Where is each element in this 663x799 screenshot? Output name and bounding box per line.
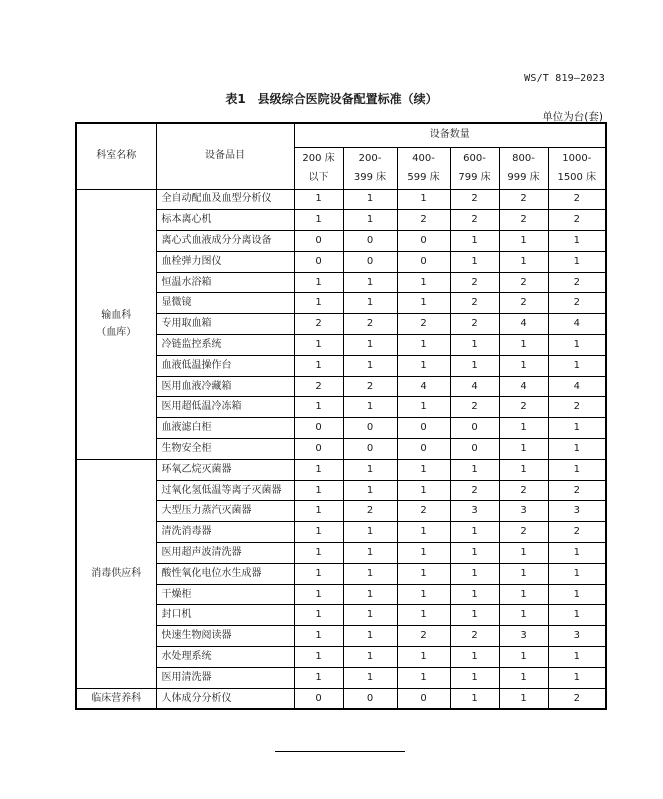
- dept-cell: [76, 189, 156, 459]
- table-row: [76, 501, 606, 522]
- table-row: [76, 314, 606, 335]
- equipment-name-cell: 显微镜: [156, 293, 294, 314]
- quantity-cell: 1: [450, 459, 499, 480]
- quantity-cell: 1: [499, 418, 548, 439]
- quantity-cell: 1: [450, 355, 499, 376]
- quantity-cell: 1: [397, 667, 450, 688]
- quantity-cell: 1: [499, 231, 548, 252]
- quantity-cell: 1: [450, 522, 499, 543]
- quantity-cell: 1: [499, 563, 548, 584]
- equipment-name-cell: 冷链监控系统: [156, 335, 294, 356]
- quantity-cell: 0: [397, 251, 450, 272]
- quantity-cell: 0: [397, 231, 450, 252]
- quantity-cell: 2: [450, 314, 499, 335]
- quantity-cell: 1: [294, 501, 343, 522]
- quantity-cell: 1: [548, 543, 606, 564]
- quantity-cell: 1: [397, 272, 450, 293]
- quantity-cell: 1: [294, 210, 343, 231]
- quantity-cell: 1: [294, 605, 343, 626]
- quantity-cell: 0: [294, 231, 343, 252]
- quantity-cell: 1: [294, 397, 343, 418]
- quantity-cell: 2: [548, 293, 606, 314]
- quantity-cell: 1: [294, 543, 343, 564]
- table-row: [76, 667, 606, 688]
- equipment-name-cell: 过氧化氢低温等离子灭菌器: [156, 480, 294, 501]
- equipment-name-cell: 医用清洗器: [156, 667, 294, 688]
- quantity-cell: 1: [397, 563, 450, 584]
- quantity-cell: 1: [343, 272, 397, 293]
- quantity-cell: 1: [499, 439, 548, 460]
- dept-cell: [76, 688, 156, 709]
- quantity-cell: 3: [450, 501, 499, 522]
- table-row: [76, 418, 606, 439]
- quantity-cell: 1: [548, 667, 606, 688]
- quantity-cell: 0: [343, 418, 397, 439]
- table-row: [76, 376, 606, 397]
- quantity-cell: 1: [450, 667, 499, 688]
- quantity-cell: 1: [343, 480, 397, 501]
- quantity-cell: 2: [450, 480, 499, 501]
- unit-note: 单位为台(套): [542, 111, 603, 123]
- quantity-cell: 4: [548, 314, 606, 335]
- quantity-cell: 1: [548, 439, 606, 460]
- quantity-cell: 4: [548, 376, 606, 397]
- equipment-name-cell: 封口机: [156, 605, 294, 626]
- quantity-cell: 1: [294, 584, 343, 605]
- quantity-cell: 1: [548, 647, 606, 668]
- header-bed-range-line: 800-: [512, 153, 535, 164]
- equipment-name-cell: 专用取血箱: [156, 314, 294, 335]
- quantity-cell: 2: [397, 314, 450, 335]
- quantity-cell: 1: [294, 647, 343, 668]
- equipment-name-cell: 环氧乙烷灭菌器: [156, 459, 294, 480]
- quantity-cell: 2: [397, 210, 450, 231]
- quantity-cell: 1: [294, 480, 343, 501]
- quantity-cell: 1: [343, 647, 397, 668]
- quantity-cell: 2: [450, 293, 499, 314]
- quantity-cell: 1: [499, 543, 548, 564]
- quantity-cell: 0: [450, 439, 499, 460]
- dept-name-line: 消毒供应科: [91, 568, 142, 580]
- quantity-cell: 2: [548, 522, 606, 543]
- quantity-cell: 2: [397, 626, 450, 647]
- quantity-cell: 1: [397, 480, 450, 501]
- quantity-cell: 2: [294, 376, 343, 397]
- quantity-cell: 1: [294, 563, 343, 584]
- quantity-cell: 1: [397, 584, 450, 605]
- equipment-name-cell: 酸性氧化电位水生成器: [156, 563, 294, 584]
- quantity-cell: 1: [499, 605, 548, 626]
- header-item: 设备品目: [156, 123, 294, 189]
- quantity-cell: 2: [548, 189, 606, 210]
- header-dept: 科室名称: [76, 123, 156, 189]
- table-title: 表1 县级综合医院设备配置标准（续）: [225, 92, 438, 106]
- table-row: [76, 543, 606, 564]
- quantity-cell: 1: [548, 355, 606, 376]
- quantity-cell: 0: [397, 439, 450, 460]
- quantity-cell: 1: [450, 543, 499, 564]
- quantity-cell: 2: [499, 210, 548, 231]
- quantity-cell: 1: [397, 189, 450, 210]
- equipment-name-cell: 医用超声波清洗器: [156, 543, 294, 564]
- quantity-cell: 1: [294, 355, 343, 376]
- quantity-cell: 1: [450, 688, 499, 709]
- header-bed-range-line: 599 床: [407, 172, 440, 183]
- equipment-name-cell: 血栓弹力图仪: [156, 251, 294, 272]
- quantity-cell: 3: [499, 626, 548, 647]
- quantity-cell: 1: [450, 251, 499, 272]
- quantity-cell: 0: [294, 439, 343, 460]
- header-bed-range-line: 999 床: [507, 172, 540, 183]
- quantity-cell: 2: [499, 480, 548, 501]
- header-bed-range-line: 1000-: [562, 153, 592, 164]
- quantity-cell: 1: [294, 667, 343, 688]
- quantity-cell: 0: [294, 251, 343, 272]
- header-bed-range: [450, 147, 499, 189]
- quantity-cell: 1: [343, 667, 397, 688]
- table-row: [76, 189, 606, 210]
- quantity-cell: 1: [343, 522, 397, 543]
- quantity-cell: 1: [294, 335, 343, 356]
- quantity-cell: 1: [343, 355, 397, 376]
- table-row: [76, 272, 606, 293]
- table-row: [76, 355, 606, 376]
- quantity-cell: 2: [548, 272, 606, 293]
- quantity-cell: 2: [548, 480, 606, 501]
- equipment-name-cell: 快速生物阅读器: [156, 626, 294, 647]
- quantity-cell: 1: [294, 293, 343, 314]
- quantity-cell: 1: [548, 563, 606, 584]
- header-bed-range-line: 200-: [358, 153, 382, 164]
- quantity-cell: 1: [548, 605, 606, 626]
- quantity-cell: 1: [499, 647, 548, 668]
- table-row: [76, 293, 606, 314]
- quantity-cell: 0: [397, 688, 450, 709]
- header-bed-range-line: 399 床: [353, 172, 387, 183]
- quantity-cell: 2: [343, 314, 397, 335]
- quantity-cell: 2: [343, 376, 397, 397]
- quantity-cell: 2: [450, 189, 499, 210]
- quantity-cell: 1: [548, 418, 606, 439]
- quantity-cell: 1: [343, 397, 397, 418]
- table-row: [76, 459, 606, 480]
- equipment-name-cell: 医用超低温冷冻箱: [156, 397, 294, 418]
- quantity-cell: 2: [499, 293, 548, 314]
- quantity-cell: 1: [450, 584, 499, 605]
- table-row: [76, 626, 606, 647]
- quantity-cell: 3: [548, 501, 606, 522]
- quantity-cell: 2: [294, 314, 343, 335]
- equipment-name-cell: 恒温水浴箱: [156, 272, 294, 293]
- quantity-cell: 2: [450, 397, 499, 418]
- quantity-cell: 1: [450, 335, 499, 356]
- quantity-cell: 1: [450, 647, 499, 668]
- table-row: [76, 480, 606, 501]
- table-row: [76, 231, 606, 252]
- quantity-cell: 1: [499, 688, 548, 709]
- quantity-cell: 1: [397, 522, 450, 543]
- table-row: [76, 647, 606, 668]
- quantity-cell: 2: [499, 522, 548, 543]
- equipment-name-cell: 离心式血液成分分离设备: [156, 231, 294, 252]
- header-bed-range: [548, 147, 606, 189]
- quantity-cell: 2: [499, 272, 548, 293]
- quantity-cell: 1: [499, 667, 548, 688]
- table-row: [76, 563, 606, 584]
- quantity-cell: 1: [343, 605, 397, 626]
- quantity-cell: 2: [450, 626, 499, 647]
- equipment-name-cell: 水处理系统: [156, 647, 294, 668]
- quantity-cell: 2: [450, 210, 499, 231]
- quantity-cell: 1: [343, 459, 397, 480]
- quantity-cell: 1: [294, 459, 343, 480]
- quantity-cell: 4: [450, 376, 499, 397]
- quantity-cell: 1: [397, 543, 450, 564]
- quantity-cell: 3: [548, 626, 606, 647]
- equipment-name-cell: 标本离心机: [156, 210, 294, 231]
- table-row: [76, 251, 606, 272]
- quantity-cell: 4: [499, 314, 548, 335]
- quantity-cell: 1: [343, 293, 397, 314]
- quantity-cell: 2: [499, 189, 548, 210]
- quantity-cell: 1: [548, 251, 606, 272]
- quantity-cell: 2: [450, 272, 499, 293]
- quantity-cell: 1: [548, 231, 606, 252]
- quantity-cell: 1: [294, 189, 343, 210]
- equipment-table: [75, 122, 607, 710]
- quantity-cell: 1: [397, 355, 450, 376]
- quantity-cell: 1: [343, 210, 397, 231]
- quantity-cell: 4: [397, 376, 450, 397]
- quantity-cell: 3: [499, 501, 548, 522]
- dept-cell: [76, 459, 156, 688]
- dept-name-line: 输血科: [101, 310, 132, 322]
- quantity-cell: 1: [450, 563, 499, 584]
- table-row: [76, 522, 606, 543]
- dept-name-line: （血库）: [96, 327, 137, 339]
- table-row: [76, 210, 606, 231]
- header-bed-range: [343, 147, 397, 189]
- header-bed-range-line: 600-: [463, 153, 486, 164]
- quantity-cell: 2: [548, 688, 606, 709]
- quantity-cell: 1: [548, 584, 606, 605]
- header-bed-range-line: 400-: [412, 153, 435, 164]
- equipment-name-cell: 干燥柜: [156, 584, 294, 605]
- equipment-name-cell: 血液低温操作台: [156, 355, 294, 376]
- quantity-cell: 0: [343, 231, 397, 252]
- header-bed-range-line: 1500 床: [557, 172, 597, 183]
- quantity-cell: 1: [397, 335, 450, 356]
- equipment-name-cell: 人体成分分析仪: [156, 688, 294, 709]
- quantity-cell: 1: [499, 251, 548, 272]
- quantity-cell: 0: [397, 418, 450, 439]
- quantity-cell: 1: [397, 647, 450, 668]
- equipment-name-cell: 大型压力蒸汽灭菌器: [156, 501, 294, 522]
- quantity-cell: 0: [343, 439, 397, 460]
- header-quantity: 设备数量: [294, 123, 606, 147]
- header-bed-range-line: 200 床: [302, 153, 335, 164]
- quantity-cell: 1: [450, 605, 499, 626]
- quantity-cell: 0: [343, 251, 397, 272]
- equipment-name-cell: 医用血液冷藏箱: [156, 376, 294, 397]
- quantity-cell: 1: [548, 335, 606, 356]
- table-row: [76, 397, 606, 418]
- equipment-name-cell: 全自动配血及血型分析仪: [156, 189, 294, 210]
- quantity-cell: 4: [499, 376, 548, 397]
- quantity-cell: 1: [450, 231, 499, 252]
- quantity-cell: 1: [294, 522, 343, 543]
- table-row: [76, 584, 606, 605]
- header-bed-range: [499, 147, 548, 189]
- quantity-cell: 1: [397, 397, 450, 418]
- quantity-cell: 1: [294, 626, 343, 647]
- quantity-cell: 2: [343, 501, 397, 522]
- equipment-name-cell: 清洗消毒器: [156, 522, 294, 543]
- table-row: [76, 688, 606, 709]
- quantity-cell: 0: [294, 688, 343, 709]
- quantity-cell: 1: [397, 605, 450, 626]
- quantity-cell: 1: [294, 272, 343, 293]
- quantity-cell: 0: [450, 418, 499, 439]
- quantity-cell: 1: [397, 293, 450, 314]
- table-row: [76, 439, 606, 460]
- header-bed-range: [294, 147, 343, 189]
- dept-name-line: 临床营养科: [91, 693, 142, 705]
- quantity-cell: 1: [397, 459, 450, 480]
- quantity-cell: 1: [343, 543, 397, 564]
- quantity-cell: 1: [343, 626, 397, 647]
- table-row: [76, 335, 606, 356]
- quantity-cell: 1: [343, 563, 397, 584]
- quantity-cell: 1: [343, 335, 397, 356]
- quantity-cell: 1: [499, 459, 548, 480]
- header-bed-range: [397, 147, 450, 189]
- quantity-cell: 1: [548, 459, 606, 480]
- quantity-cell: 2: [548, 397, 606, 418]
- quantity-cell: 1: [499, 335, 548, 356]
- table-row: [76, 605, 606, 626]
- quantity-cell: 2: [548, 210, 606, 231]
- footer-rule: [275, 751, 405, 752]
- quantity-cell: 2: [397, 501, 450, 522]
- quantity-cell: 1: [343, 584, 397, 605]
- quantity-cell: 1: [343, 189, 397, 210]
- quantity-cell: 0: [294, 418, 343, 439]
- quantity-cell: 0: [343, 688, 397, 709]
- header-bed-range-line: 以下: [308, 172, 329, 183]
- header-bed-range-line: 799 床: [458, 172, 491, 183]
- quantity-cell: 1: [499, 584, 548, 605]
- standard-code: WS/T 819—2023: [524, 73, 605, 84]
- equipment-name-cell: 生物安全柜: [156, 439, 294, 460]
- equipment-name-cell: 血液滤白柜: [156, 418, 294, 439]
- quantity-cell: 1: [499, 355, 548, 376]
- quantity-cell: 2: [499, 397, 548, 418]
